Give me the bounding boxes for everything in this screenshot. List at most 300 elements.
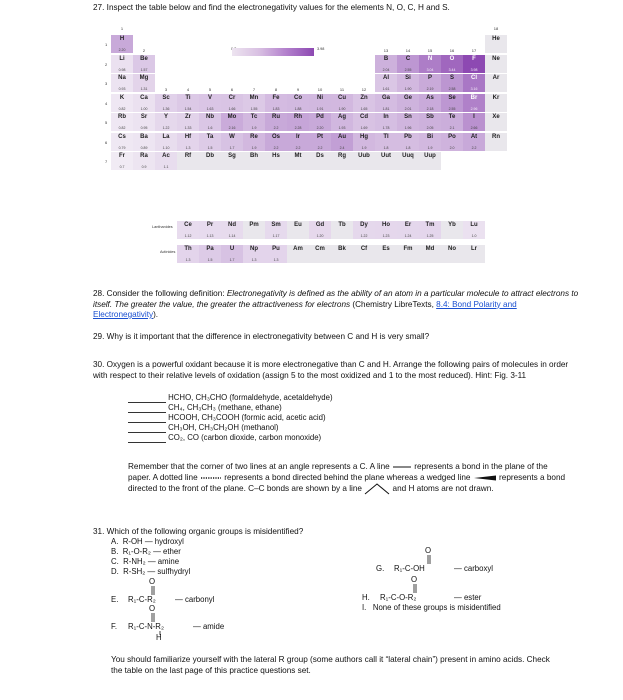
element-symbol: Mt bbox=[294, 153, 302, 159]
element-symbol: As bbox=[426, 94, 434, 101]
element-cell-pd bbox=[309, 113, 331, 131]
element-symbol: Kr bbox=[492, 94, 500, 101]
element-cell-cu bbox=[331, 94, 353, 112]
element-electronegativity: 1.10 bbox=[162, 145, 170, 150]
element-cell-dy bbox=[353, 221, 375, 239]
scale-max-label: 3.98 bbox=[317, 47, 325, 51]
element-electronegativity: 1.57 bbox=[140, 67, 148, 72]
element-cell-k bbox=[111, 94, 133, 112]
element-cell-uut bbox=[375, 152, 397, 170]
option-name: — hydroxyl bbox=[144, 537, 184, 546]
element-symbol: Hs bbox=[272, 153, 280, 159]
element-symbol: Ac bbox=[162, 153, 170, 159]
question-27-text: Inspect the table below and find the electronegativity values for the elements N, O, C, H and S. bbox=[106, 3, 450, 12]
element-symbol: Gd bbox=[315, 222, 325, 228]
element-electronegativity: 1.6 bbox=[207, 126, 213, 130]
element-electronegativity: 1.83 bbox=[272, 106, 280, 111]
element-symbol: Os bbox=[271, 133, 280, 140]
element-symbol: Np bbox=[250, 246, 258, 252]
periodic-table bbox=[105, 24, 535, 262]
element-symbol: Ti bbox=[185, 94, 191, 101]
element-cell-am bbox=[287, 245, 309, 263]
double-bond-icon bbox=[412, 584, 418, 593]
element-electronegativity: 2.18 bbox=[426, 106, 434, 111]
element-electronegativity: 2.20 bbox=[118, 48, 126, 52]
element-cell-u bbox=[221, 245, 243, 263]
element-symbol: Au bbox=[338, 133, 346, 140]
element-cell-ce bbox=[177, 221, 199, 239]
element-symbol: Se bbox=[448, 94, 456, 101]
element-symbol: Ba bbox=[140, 133, 148, 140]
element-cell-ds bbox=[309, 152, 331, 170]
element-cell-np bbox=[243, 245, 265, 263]
element-electronegativity: 3.44 bbox=[448, 67, 456, 72]
element-electronegativity: 1.91 bbox=[316, 106, 324, 111]
element-cell-th bbox=[177, 245, 199, 263]
element-symbol: O bbox=[449, 55, 455, 62]
element-cell-hf bbox=[177, 133, 199, 151]
element-cell-as bbox=[419, 94, 441, 112]
element-symbol: Po bbox=[448, 133, 456, 140]
element-symbol: Cu bbox=[338, 94, 346, 101]
period-number: 4 bbox=[105, 100, 108, 106]
element-cell-tl bbox=[375, 133, 397, 151]
element-electronegativity: 1.23 bbox=[382, 234, 390, 238]
element-cell-ac bbox=[155, 152, 177, 170]
element-cell-lr bbox=[463, 245, 485, 263]
element-cell-br bbox=[463, 94, 485, 112]
element-cell-fe bbox=[265, 94, 287, 112]
option-text: None of these groups is misidentified bbox=[372, 603, 501, 612]
element-cell-nd bbox=[221, 221, 243, 239]
element-electronegativity: 2.1 bbox=[449, 126, 455, 130]
option-a[interactable] bbox=[111, 537, 184, 547]
element-electronegativity: 2.16 bbox=[228, 126, 236, 130]
group-number: 2 bbox=[142, 47, 146, 53]
element-cell-bi bbox=[419, 133, 441, 151]
element-electronegativity: 1.7 bbox=[229, 145, 235, 150]
element-electronegativity: 2.2 bbox=[273, 145, 279, 150]
option-c[interactable] bbox=[111, 557, 179, 567]
element-symbol: Uup bbox=[424, 153, 436, 159]
question-31-text: Which of the following organic groups is misidentified? bbox=[106, 527, 304, 536]
element-symbol: No bbox=[448, 246, 456, 252]
element-cell-eu bbox=[287, 221, 309, 239]
option-i[interactable] bbox=[362, 603, 501, 613]
element-cell-md bbox=[419, 245, 441, 263]
element-cell-cr bbox=[221, 94, 243, 112]
element-cell-sc bbox=[155, 94, 177, 112]
element-electronegativity: 2.2 bbox=[273, 126, 279, 130]
question-28-definition: Electronegativity is defined as the ability of an atom in a particular molecule to attract electrons to itself. The greater the value, the greater the attractiveness for electrons bbox=[93, 289, 579, 309]
element-cell-ni bbox=[309, 94, 331, 112]
element-electronegativity: 0.82 bbox=[118, 106, 126, 111]
element-symbol: Es bbox=[382, 246, 390, 252]
element-electronegativity: 1.90 bbox=[404, 87, 412, 91]
element-cell-au bbox=[331, 133, 353, 151]
element-symbol: V bbox=[207, 94, 212, 101]
element-electronegativity: 2.55 bbox=[404, 67, 412, 72]
element-symbol: F bbox=[472, 55, 476, 62]
q30-item-5 bbox=[128, 433, 528, 443]
element-cell-uuq bbox=[397, 152, 419, 170]
q30-item-text: CH₃OH, CH₃CH₂OH (methanol) bbox=[168, 423, 279, 432]
element-symbol: Ds bbox=[316, 153, 324, 159]
footer-note: You should familiarize yourself with the lateral R group (some authors call it “lateral chain”) present in amino acids. Check the table on the last page of this practice questions set. bbox=[111, 655, 550, 675]
element-symbol: Ce bbox=[184, 222, 192, 228]
element-electronegativity: 1.61 bbox=[382, 87, 390, 91]
element-symbol: Cd bbox=[360, 114, 368, 120]
element-symbol: Te bbox=[448, 114, 456, 120]
q30-answer-blank-5[interactable] bbox=[128, 434, 166, 443]
option-d[interactable] bbox=[111, 567, 190, 577]
element-symbol: Sc bbox=[162, 94, 170, 101]
element-electronegativity: 1.12 bbox=[184, 234, 192, 238]
question-30-items bbox=[128, 393, 528, 443]
element-cell-p bbox=[419, 74, 441, 92]
group-number: 12 bbox=[361, 86, 367, 92]
element-symbol: Nd bbox=[228, 222, 236, 228]
element-cell-mt bbox=[287, 152, 309, 170]
element-electronegativity: 2.19 bbox=[426, 87, 434, 91]
element-symbol: P bbox=[427, 75, 432, 81]
element-cell-cd bbox=[353, 113, 375, 131]
element-symbol: Dy bbox=[360, 222, 368, 228]
q30-item-2 bbox=[128, 403, 528, 413]
option-letter: E. bbox=[111, 595, 119, 604]
element-electronegativity: 1.78 bbox=[382, 126, 390, 130]
option-formula: R₁-C-N-R₂ bbox=[128, 622, 164, 631]
group-number: 11 bbox=[339, 86, 345, 92]
element-cell-tm bbox=[419, 221, 441, 239]
element-symbol: He bbox=[492, 36, 500, 42]
dashed-bond-icon bbox=[200, 475, 222, 481]
q30-answer-blank-3[interactable] bbox=[128, 414, 166, 423]
element-symbol: Ni bbox=[317, 94, 323, 101]
element-symbol: Lr bbox=[471, 246, 477, 252]
element-symbol: Cr bbox=[228, 94, 236, 101]
option-name: — carboxyl bbox=[454, 564, 493, 573]
element-symbol: Y bbox=[163, 114, 168, 120]
option-letter: G. bbox=[376, 564, 385, 573]
element-symbol: Mg bbox=[139, 75, 149, 81]
question-31-number: 31. bbox=[93, 527, 105, 536]
q30-answer-blank-2[interactable] bbox=[128, 404, 166, 413]
element-symbol: Mn bbox=[249, 94, 259, 101]
element-cell-pb bbox=[397, 133, 419, 151]
element-symbol: Rn bbox=[492, 133, 500, 140]
element-electronegativity: 0.9 bbox=[141, 165, 147, 169]
element-symbol: Cs bbox=[118, 133, 126, 140]
element-cell-pt bbox=[309, 133, 331, 151]
group-number: 6 bbox=[230, 86, 234, 92]
element-cell-ge bbox=[397, 94, 419, 112]
option-b[interactable] bbox=[111, 547, 181, 557]
element-electronegativity: 2.05 bbox=[426, 126, 434, 130]
element-electronegativity: 3.16 bbox=[470, 87, 478, 91]
element-symbol: In bbox=[383, 114, 389, 120]
element-symbol: S bbox=[449, 75, 454, 81]
element-symbol: Si bbox=[405, 75, 411, 81]
element-cell-si bbox=[397, 74, 419, 92]
group-number: 14 bbox=[405, 47, 411, 53]
element-symbol: Ar bbox=[492, 75, 500, 81]
option-formula: R₁-C-R₂ bbox=[128, 595, 156, 604]
element-cell-ti bbox=[177, 94, 199, 112]
element-cell-tb bbox=[331, 221, 353, 239]
element-symbol: Cl bbox=[471, 75, 477, 81]
hydrogen-atom-label: H bbox=[156, 633, 162, 642]
element-cell-cf bbox=[353, 245, 375, 263]
element-electronegativity: 1.54 bbox=[184, 106, 192, 111]
solid-bond-icon bbox=[392, 464, 412, 470]
element-cell-er bbox=[397, 221, 419, 239]
option-g[interactable] bbox=[376, 546, 596, 576]
element-cell-ar bbox=[485, 74, 507, 92]
note-part-4: represents a bond directed to the front of the plane. C–C bonds are shown by a line bbox=[128, 473, 566, 494]
element-cell-ta bbox=[199, 133, 221, 151]
element-symbol: Yb bbox=[448, 222, 456, 228]
element-electronegativity: 1.93 bbox=[338, 126, 346, 130]
element-cell-sb bbox=[419, 113, 441, 131]
element-cell-fr bbox=[111, 152, 133, 170]
element-cell-be bbox=[133, 55, 155, 73]
element-cell-in bbox=[375, 113, 397, 131]
element-electronegativity: 3.04 bbox=[426, 67, 434, 72]
element-cell-co bbox=[287, 94, 309, 112]
element-symbol: Hg bbox=[360, 133, 368, 140]
bond-polarity-link[interactable]: 8.4: Bond Polarity and Electronegativity bbox=[93, 299, 517, 319]
element-symbol: Zn bbox=[360, 94, 368, 101]
element-cell-ga bbox=[375, 94, 397, 112]
element-symbol: Pd bbox=[316, 114, 324, 120]
element-electronegativity: 1.66 bbox=[228, 106, 236, 111]
question-29-number: 29. bbox=[93, 332, 105, 341]
note-part-2: represents a bond in the plane of the paper. A dotted line bbox=[128, 462, 548, 482]
option-e[interactable] bbox=[111, 577, 311, 607]
element-electronegativity: 2.66 bbox=[470, 126, 478, 130]
q30-item-text: CO₂, CO (carbon dioxide, carbon monoxide) bbox=[168, 433, 322, 442]
element-cell-cm bbox=[309, 245, 331, 263]
element-cell-re bbox=[243, 133, 265, 151]
element-symbol: Br bbox=[470, 94, 478, 101]
element-cell-sr bbox=[133, 113, 155, 131]
element-electronegativity: 1.00 bbox=[140, 106, 148, 111]
group-number: 5 bbox=[208, 86, 212, 92]
element-cell-bk bbox=[331, 245, 353, 263]
element-symbol: Pt bbox=[317, 133, 323, 140]
element-cell-h bbox=[111, 35, 133, 53]
group-number: 8 bbox=[274, 86, 278, 92]
element-cell-zr bbox=[177, 113, 199, 131]
element-cell-pr bbox=[199, 221, 221, 239]
q30-item-text: HCHO, CH₃CHO (formaldehyde, acetaldehyde) bbox=[168, 393, 333, 402]
element-cell-al bbox=[375, 74, 397, 92]
element-electronegativity: 1.33 bbox=[184, 126, 192, 130]
element-cell-bh bbox=[243, 152, 265, 170]
element-cell-ho bbox=[375, 221, 397, 239]
element-cell-hs bbox=[265, 152, 287, 170]
element-electronegativity: 1.9 bbox=[427, 145, 433, 150]
oxygen-atom-label: O bbox=[149, 577, 156, 586]
element-symbol: Pb bbox=[404, 133, 412, 140]
option-name: — amide bbox=[193, 622, 225, 631]
element-symbol: La bbox=[162, 133, 170, 140]
element-cell-f bbox=[463, 55, 485, 73]
element-electronegativity: 2.55 bbox=[448, 106, 456, 111]
element-electronegativity: 1.5 bbox=[207, 145, 213, 150]
element-cell-ag bbox=[331, 113, 353, 131]
element-cell-zn bbox=[353, 94, 375, 112]
option-formula: R₁-C-O-R₂ bbox=[380, 593, 417, 602]
element-symbol: Sm bbox=[271, 222, 281, 228]
element-symbol: At bbox=[470, 133, 478, 140]
element-electronegativity: 1.7 bbox=[229, 258, 235, 262]
element-cell-w bbox=[221, 133, 243, 151]
element-symbol: H bbox=[119, 36, 125, 42]
option-f[interactable] bbox=[111, 604, 331, 644]
element-cell-nb bbox=[199, 113, 221, 131]
element-cell-li bbox=[111, 55, 133, 73]
element-cell-b bbox=[375, 55, 397, 73]
element-symbol: Ta bbox=[206, 133, 214, 140]
element-electronegativity: 1.3 bbox=[185, 258, 191, 262]
element-cell-kr bbox=[485, 94, 507, 112]
element-electronegativity: 0.82 bbox=[118, 126, 126, 130]
element-symbol: W bbox=[229, 133, 235, 140]
element-cell-hg bbox=[353, 133, 375, 151]
element-electronegativity: 1.96 bbox=[404, 126, 412, 130]
element-electronegativity: 1.14 bbox=[228, 234, 236, 238]
element-electronegativity: 1.8 bbox=[383, 145, 389, 150]
element-symbol: U bbox=[229, 246, 235, 252]
period-number: 6 bbox=[105, 139, 108, 145]
note-part-5: and H atoms are not drawn. bbox=[392, 484, 494, 494]
element-symbol: Co bbox=[294, 94, 302, 101]
question-29-text: Why is it important that the difference in electronegativity between C and H is very small? bbox=[106, 332, 430, 341]
element-symbol: Sg bbox=[228, 153, 236, 159]
element-electronegativity: 1.9 bbox=[251, 126, 257, 130]
element-cell-na bbox=[111, 74, 133, 92]
q30-answer-blank-1[interactable] bbox=[128, 394, 166, 403]
element-electronegativity: 0.7 bbox=[119, 165, 125, 169]
element-symbol: Bi bbox=[427, 133, 433, 140]
element-electronegativity: 1.63 bbox=[206, 106, 214, 111]
element-electronegativity: 1.65 bbox=[360, 106, 368, 111]
element-symbol: N bbox=[427, 55, 433, 62]
element-cell-sg bbox=[221, 152, 243, 170]
element-cell-mg bbox=[133, 74, 155, 92]
element-cell-sm bbox=[265, 221, 287, 239]
option-name: — ester bbox=[454, 593, 482, 602]
element-electronegativity: 1.9 bbox=[251, 145, 257, 150]
element-symbol: Cf bbox=[360, 246, 368, 252]
q30-item-3 bbox=[128, 413, 528, 423]
electronegativity-scale-bar bbox=[232, 48, 314, 56]
option-formula: R₁-C-OH bbox=[394, 564, 425, 573]
element-symbol: Sr bbox=[140, 114, 148, 120]
question-28-number: 28. bbox=[93, 289, 105, 298]
period-number: 2 bbox=[105, 61, 108, 67]
element-electronegativity: 1.81 bbox=[382, 106, 390, 111]
element-symbol: Pa bbox=[206, 246, 214, 252]
option-formula: R₁-O-R₂ bbox=[122, 547, 151, 556]
element-symbol: Pm bbox=[249, 222, 259, 228]
element-cell-pm bbox=[243, 221, 265, 239]
element-electronegativity: 1.69 bbox=[360, 126, 368, 130]
element-electronegativity: 2.28 bbox=[294, 126, 302, 130]
element-cell-ir bbox=[287, 133, 309, 151]
element-electronegativity: 0.93 bbox=[118, 87, 126, 91]
element-symbol: Bh bbox=[250, 153, 258, 159]
element-symbol: Cm bbox=[315, 246, 325, 252]
element-symbol: Ir bbox=[295, 133, 300, 140]
q30-item-4 bbox=[128, 423, 528, 433]
q30-answer-blank-4[interactable] bbox=[128, 424, 166, 433]
period-number: 3 bbox=[105, 81, 108, 86]
question-28-lead: Consider the following definition: bbox=[106, 289, 227, 298]
option-h[interactable] bbox=[362, 575, 602, 605]
group-number: 3 bbox=[164, 86, 168, 92]
option-formula: R-OH bbox=[122, 537, 143, 546]
element-symbol: B bbox=[383, 55, 389, 62]
element-electronegativity: 0.98 bbox=[118, 67, 126, 72]
question-28-end: ). bbox=[153, 310, 159, 319]
element-symbol: Uub bbox=[358, 153, 370, 159]
element-cell-tc bbox=[243, 113, 265, 131]
element-cell-c bbox=[397, 55, 419, 73]
element-symbol: Hf bbox=[184, 133, 192, 140]
element-symbol: Ru bbox=[272, 114, 280, 120]
element-symbol: Pr bbox=[206, 222, 214, 228]
note-part-3: represents a bond directed behind the plane whereas a wedged line bbox=[224, 473, 471, 482]
element-cell-xe bbox=[485, 113, 507, 131]
question-27-number: 27. bbox=[93, 3, 105, 12]
element-symbol: Lu bbox=[470, 222, 478, 228]
actinides-label: Actinides bbox=[160, 250, 176, 254]
oxygen-atom-label: O bbox=[411, 575, 418, 584]
element-symbol: Rf bbox=[184, 153, 192, 159]
question-27 bbox=[93, 3, 613, 14]
element-cell-s bbox=[441, 74, 463, 92]
element-cell-te bbox=[441, 113, 463, 131]
element-cell-ra bbox=[133, 152, 155, 170]
question-29 bbox=[93, 332, 583, 343]
element-cell-rg bbox=[331, 152, 353, 170]
element-symbol: Rh bbox=[294, 114, 302, 120]
option-letter: B. bbox=[111, 547, 119, 556]
element-electronegativity: 2.01 bbox=[404, 106, 412, 111]
group-number: 15 bbox=[427, 47, 433, 53]
element-cell-mo bbox=[221, 113, 243, 131]
group-number: 1 bbox=[120, 26, 124, 31]
element-cell-ru bbox=[265, 113, 287, 131]
double-bond-icon bbox=[150, 613, 156, 622]
element-cell-ba bbox=[133, 133, 155, 151]
element-electronegativity: 1.3 bbox=[185, 145, 191, 150]
element-cell-gd bbox=[309, 221, 331, 239]
period-number: 1 bbox=[105, 42, 108, 47]
element-symbol: Fm bbox=[403, 246, 413, 252]
element-electronegativity: 2.0 bbox=[449, 145, 455, 150]
bond-notation-note bbox=[128, 461, 568, 495]
double-bond-icon bbox=[150, 586, 156, 595]
question-28-source: (Chemistry LibreTexts, bbox=[350, 299, 437, 309]
element-symbol: Am bbox=[293, 246, 303, 252]
element-symbol: Ra bbox=[140, 153, 148, 159]
element-cell-o bbox=[441, 55, 463, 73]
option-name: — sulfhydryl bbox=[147, 567, 191, 576]
